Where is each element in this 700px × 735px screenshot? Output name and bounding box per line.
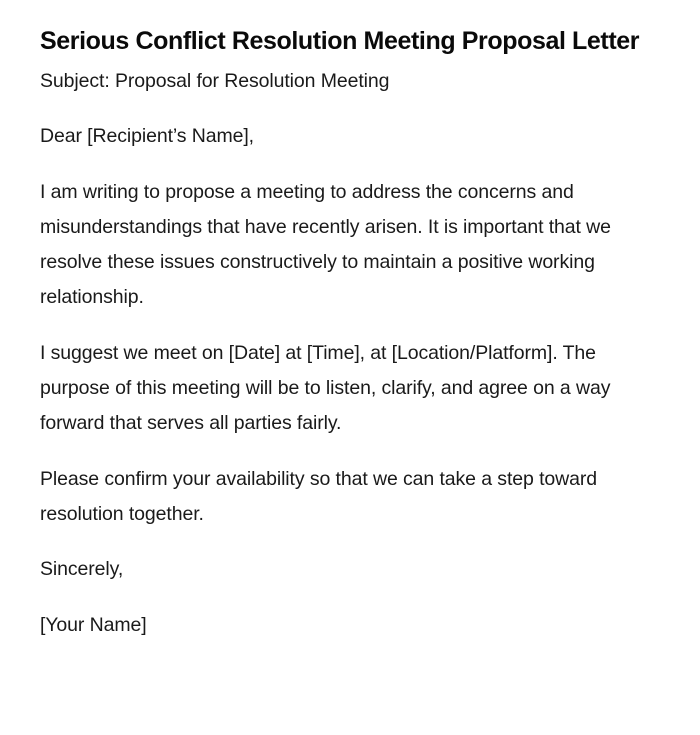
body-paragraph-intro: I am writing to propose a meeting to address the concerns and misunderstandings that have recently arisen. It is important that we resolve these issues constructively to maintain a positive working relationship. bbox=[40, 180, 611, 309]
document-title: Serious Conflict Resolution Meeting Proposal Letter bbox=[40, 27, 640, 55]
body-paragraph-confirmation: Please confirm your availability so that we can take a step toward resolution together. bbox=[40, 467, 598, 525]
signature: [Your Name] bbox=[40, 613, 147, 636]
subject-line: Subject: Proposal for Resolution Meeting bbox=[40, 70, 390, 92]
closing: Sincerely, bbox=[40, 558, 124, 581]
body-paragraph-meeting-details: I suggest we meet on [Date] at [Time], at [Location/Platform]. The purpose of this meeting will be to listen, clarify, and agree on a way forward that serves all parties fairly. bbox=[40, 341, 611, 435]
letter-document bbox=[40, 19, 650, 663]
salutation: Dear [Recipient’s Name], bbox=[40, 125, 254, 148]
